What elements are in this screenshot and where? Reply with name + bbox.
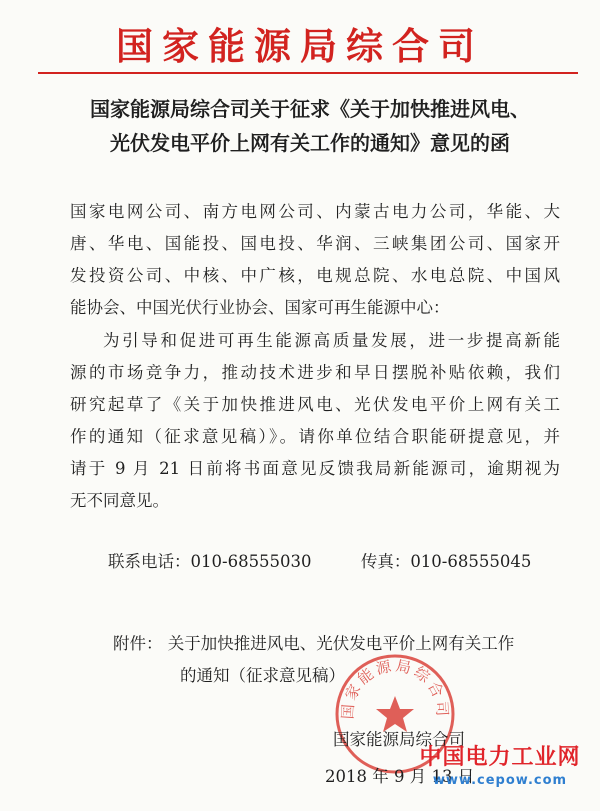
body-line: 研究起草了《关于加快推进风电、光伏发电平价上网有关工 xyxy=(70,395,560,414)
body-paragraph xyxy=(70,325,560,517)
attachment-title-line-2: 的通知（征求意见稿） xyxy=(180,666,345,685)
body-line: 源的市场竞争力，推动技术进步和早日摆脱补贴依赖，我们 xyxy=(70,363,560,382)
letterhead-title: 国家能源局综合司 xyxy=(116,24,484,68)
letterhead-red-rule xyxy=(38,72,578,74)
title-line-1: 国家能源局综合司关于征求《关于加快推进风电、 xyxy=(90,97,530,121)
signature-date: 2018 年 9 月 13 日 xyxy=(325,767,475,786)
signature-org: 国家能源局综合司 xyxy=(333,730,465,749)
seal-text: 国家能源局综合司 xyxy=(338,656,452,720)
body-line: 无不同意见。 xyxy=(70,491,169,510)
fax-label: 传真： xyxy=(360,552,411,571)
document-title xyxy=(60,92,560,160)
phone-label: 联系电话： xyxy=(108,552,191,571)
contact-line xyxy=(108,548,531,572)
site-watermark xyxy=(414,740,586,788)
body-line: 为引导和促进可再生能源高质量发展，进一步提高新能 xyxy=(103,331,560,350)
recipients-line: 能协会、中国光伏行业协会、国家可再生能源中心： xyxy=(70,298,450,317)
attachment-label: 附件： xyxy=(113,634,163,653)
body-line: 作的通知（征求意见稿）》。请你单位结合职能研提意见，并 xyxy=(70,427,560,446)
fax-number: 010-68555045 xyxy=(410,552,532,571)
watermark-site-name: 中国电力工业网 xyxy=(419,745,581,770)
recipients-line: 发投资公司、中核、中广核，电规总院、水电总院、中国风 xyxy=(70,266,560,285)
recipients-line: 国家电网公司、南方电网公司、内蒙古电力公司，华能、大 xyxy=(70,202,560,221)
watermark-url: www.cepow.com xyxy=(432,773,568,788)
recipients-line: 唐、华电、国能投、国电投、华润、三峡集团公司、国家开 xyxy=(70,234,560,253)
attachment-title-line-1: 关于加快推进风电、光伏发电平价上网有关工作 xyxy=(167,634,515,653)
title-line-2: 光伏发电平价上网有关工作的通知》意见的函 xyxy=(110,131,510,155)
body-line: 请于 9 月 21 日前将书面意见反馈我局新能源司，逾期视为 xyxy=(70,459,560,478)
recipients-block xyxy=(70,196,560,324)
phone-number: 010-68555030 xyxy=(190,552,312,571)
